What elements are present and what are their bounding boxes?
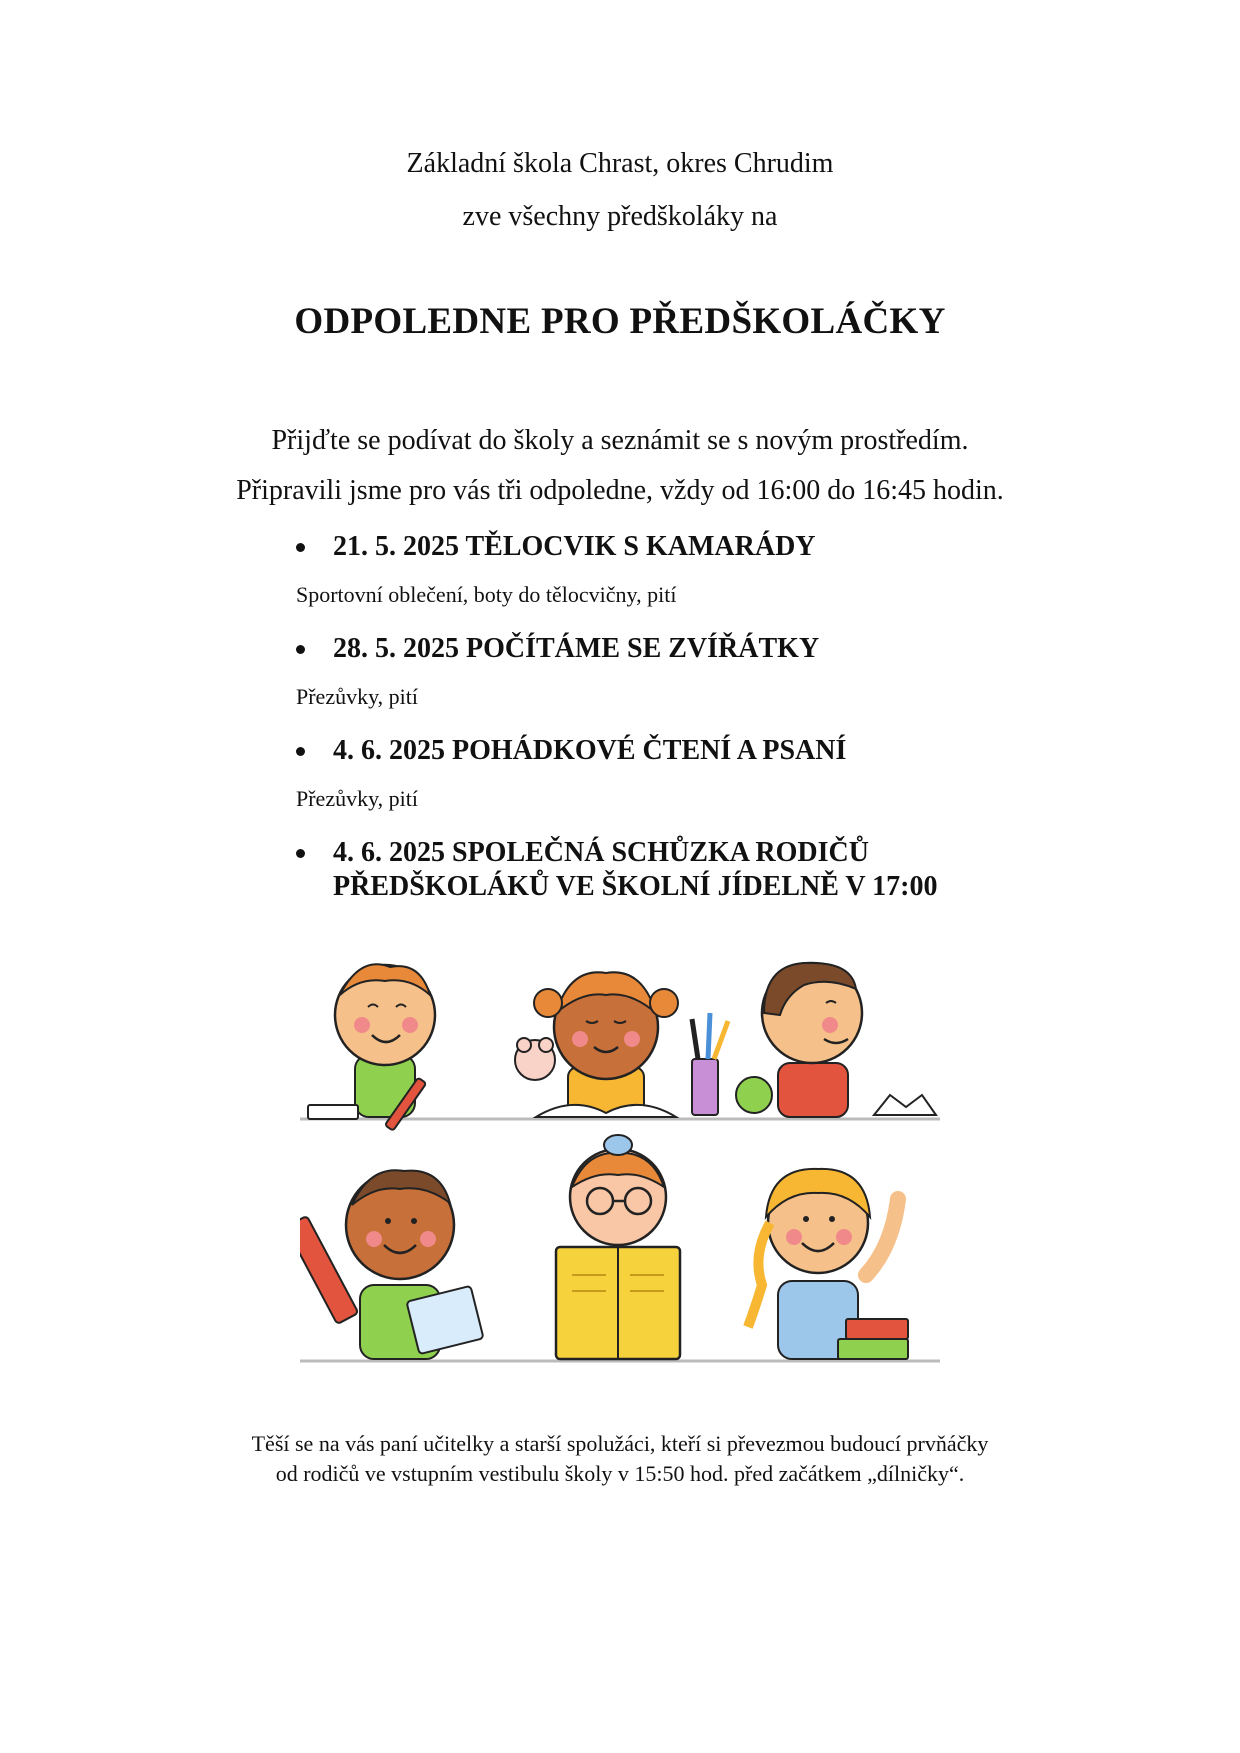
footer-line-1: Těší se na vás paní učitelky a starší spolužáci, kteří si převezmou budoucí prvňáčky — [251, 1431, 989, 1456]
event-note: Přezůvky, pití — [296, 786, 418, 811]
school-name: Základní škola Chrast, okres Chrudim — [406, 148, 834, 179]
event-title: 21. 5. 2025 TĚLOCVIK S KAMARÁDY — [333, 531, 816, 562]
children-reading-illustration — [300, 955, 940, 1385]
footer-line-2: od rodičů ve vstupním vestibulu školy v 15:50 hod. před začátkem „dílničky“. — [275, 1461, 965, 1486]
bullet-icon — [296, 543, 305, 552]
event-title-line-1: 4. 6. 2025 SPOLEČNÁ SCHŮZKA RODIČŮ — [333, 837, 869, 868]
event-title-line-2: PŘEDŠKOLÁKŮ VE ŠKOLNÍ JÍDELNĚ V 17:00 — [333, 871, 938, 902]
event-title: 28. 5. 2025 POČÍTÁME SE ZVÍŘÁTKY — [333, 633, 820, 664]
page-title: ODPOLEDNE PRO PŘEDŠKOLÁČKY — [294, 301, 946, 342]
invite-line: zve všechny předškoláky na — [462, 201, 778, 232]
event-note: Sportovní oblečení, boty do tělocvičny, pití — [296, 582, 677, 607]
child-icon — [300, 1170, 484, 1359]
child-icon — [308, 964, 435, 1131]
child-icon — [515, 972, 772, 1117]
bullet-icon — [296, 849, 305, 858]
event-title: 4. 6. 2025 POHÁDKOVÉ ČTENÍ A PSANÍ — [333, 735, 847, 766]
bullet-icon — [296, 747, 305, 756]
bullet-icon — [296, 645, 305, 654]
child-icon — [748, 1169, 908, 1359]
intro-line-2: Připravili jsme pro vás tři odpoledne, vždy od 16:00 do 16:45 hodin. — [236, 475, 1004, 506]
child-icon — [762, 963, 936, 1117]
event-note: Přezůvky, pití — [296, 684, 418, 709]
child-icon — [556, 1135, 680, 1359]
intro-line-1: Přijďte se podívat do školy a seznámit se s novým prostředím. — [271, 425, 969, 456]
